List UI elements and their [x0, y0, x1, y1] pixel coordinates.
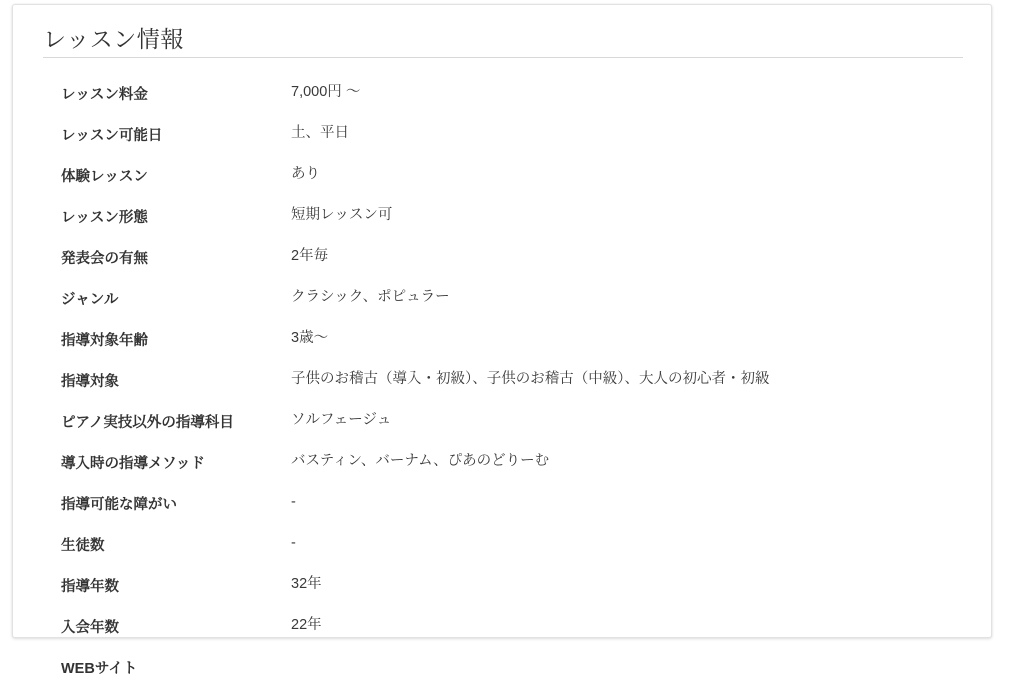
table-row: [43, 442, 963, 483]
row-value: -: [291, 494, 296, 510]
title-divider: [43, 57, 963, 58]
row-value: 22年: [291, 617, 322, 633]
row-label: レッスン可能日: [61, 128, 163, 144]
row-label: レッスン料金: [61, 87, 148, 103]
table-row: [43, 606, 963, 647]
row-label: 指導対象: [61, 374, 119, 390]
row-label: 体験レッスン: [61, 169, 148, 185]
row-value: 32年: [291, 576, 322, 592]
row-label: レッスン形態: [61, 210, 148, 226]
table-row: [43, 319, 963, 360]
table-row: [43, 278, 963, 319]
table-row: [43, 524, 963, 565]
table-row: [43, 155, 963, 196]
row-label: ピアノ実技以外の指導科目: [61, 415, 234, 431]
table-row: [43, 196, 963, 237]
row-value: あり: [291, 166, 320, 182]
table-row: [43, 647, 963, 690]
table-row: [43, 114, 963, 155]
row-value: 7,000円 〜: [291, 84, 361, 100]
table-row: [43, 483, 963, 524]
lesson-info-card: [12, 4, 992, 677]
row-label: WEBサイト: [61, 661, 138, 677]
row-label: 導入時の指導メソッド: [61, 456, 205, 472]
row-value: バスティン、バーナム、ぴあのどりーむ: [291, 453, 550, 469]
row-value: -: [291, 535, 296, 551]
table-row: [43, 360, 963, 401]
page-title: レッスン情報: [43, 26, 184, 52]
row-label: 指導可能な障がい: [61, 497, 177, 513]
lesson-info-table: [43, 73, 963, 690]
table-row: [43, 565, 963, 606]
table-row: [43, 401, 963, 442]
row-label: 入会年数: [61, 620, 119, 636]
row-value: [291, 647, 963, 690]
row-value: 子供のお稽古（導入・初級）、子供のお稽古（中級）、大人の初心者・初級: [291, 371, 770, 387]
table-row: [43, 237, 963, 278]
row-label: 指導対象年齢: [61, 333, 148, 349]
row-value: クラシック、ポピュラー: [291, 289, 450, 305]
row-label: 指導年数: [61, 579, 119, 595]
row-value: 土、平日: [291, 125, 349, 141]
table-row: [43, 73, 963, 114]
row-label: 発表会の有無: [61, 251, 148, 267]
row-value: 2年毎: [291, 248, 329, 264]
row-label: ジャンル: [61, 292, 119, 308]
row-value: ソルフェージュ: [291, 412, 392, 428]
row-label: 生徒数: [61, 538, 105, 554]
row-value: 3歳〜: [291, 330, 329, 346]
row-value: 短期レッスン可: [291, 207, 393, 223]
